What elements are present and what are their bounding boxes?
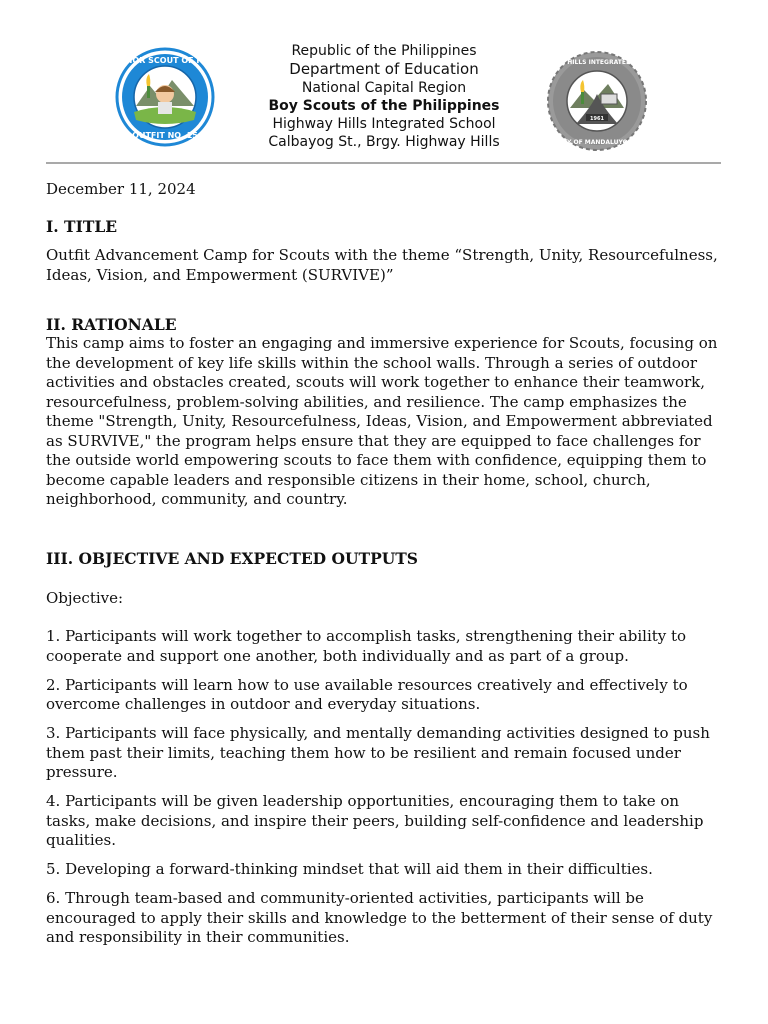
right-seal-top-text: HIGHWAY HILLS INTEGRATED SCHOOL [533,59,661,66]
section-rationale-text: This camp aims to foster an engaging and immersive experience for Scouts, focusing on the development of key life skills within the school walls. Through a series of outdoor activities and obstacles created, scouts will work together to enhance their teamwork, resourcefulness, problem-solving abilities, and resilience. The camp emphasizes the theme "Strength, Unity, Resourcefulness, Ideas, Vision, and Empowerment abbreviated as SURVIVE," the program helps ensure that they are equipped to face challenges for the outside world empowering scouts to face them with confidence, equipping them to become capable leaders and responsible citizens in their home, school, church, neighborhood, community, and country. [46,334,718,508]
section-title-text: Outfit Advancement Camp for Scouts with the theme “Strength, Unity, Resourcefulness, Ideas, Vision, and Empowerment (SURVIVE)” [46,246,718,284]
section-objectives-heading: III. OBJECTIVE AND EXPECTED OUTPUTS [46,549,418,568]
document-date: December 11, 2024 [46,180,196,198]
objective-item: 1. Participants will work together to accomplish tasks, strengthening their ability to cooperate and support one another, both individually and as part of a group. [46,627,687,665]
section-title-heading: I. TITLE [46,217,118,236]
objective-item: 3. Participants will face physically, and mentally demanding activities designed to push them past their limits, teaching them how to be resilient and remain focused under pressure. [46,724,710,781]
left-seal-top-text: SENIOR SCOUT OF HHIS [111,56,219,65]
objective-item: 2. Participants will learn how to use available resources creatively and effectively to overcome challenges in outdoor and everyday situations. [46,675,688,713]
highway-hills-integrated-school-seal-icon [533,50,661,152]
department-line: Department of Education [289,60,479,78]
organization-line: Boy Scouts of the Philippines [268,98,500,114]
right-seal-year-text: 1961 [590,116,604,122]
letterhead-text [230,42,538,151]
right-seal-bottom-text: CITY OF MANDALUYONG [556,139,638,146]
objective-item: 5. Developing a forward-thinking mindset that will aid them in their difficulties. [46,860,653,878]
school-line: Highway Hills Integrated School [272,116,496,132]
senior-scout-outfit-seal-icon [111,46,219,148]
republic-line: Republic of the Philippines [291,43,477,59]
letterhead [0,38,768,158]
section-rationale-heading: II. RATIONALE [46,315,177,334]
region-line: National Capital Region [301,80,467,96]
objective-label: Objective: [46,589,124,607]
objectives-list [46,627,726,957]
address-line: Calbayog St., Brgy. Highway Hills [268,134,500,150]
header-divider [46,162,721,164]
objective-item: 6. Through team-based and community-oriented activities, participants will be encouraged to apply their skills and knowledge to the betterment of their sense of duty and responsibility in their communities. [46,889,713,946]
left-seal-bottom-text: OUTFIT NO. 15 [132,131,198,140]
objective-item: 4. Participants will be given leadership opportunities, encouraging them to take on tasks, make decisions, and inspire their peers, building self-confidence and leadership qualities. [46,792,704,849]
